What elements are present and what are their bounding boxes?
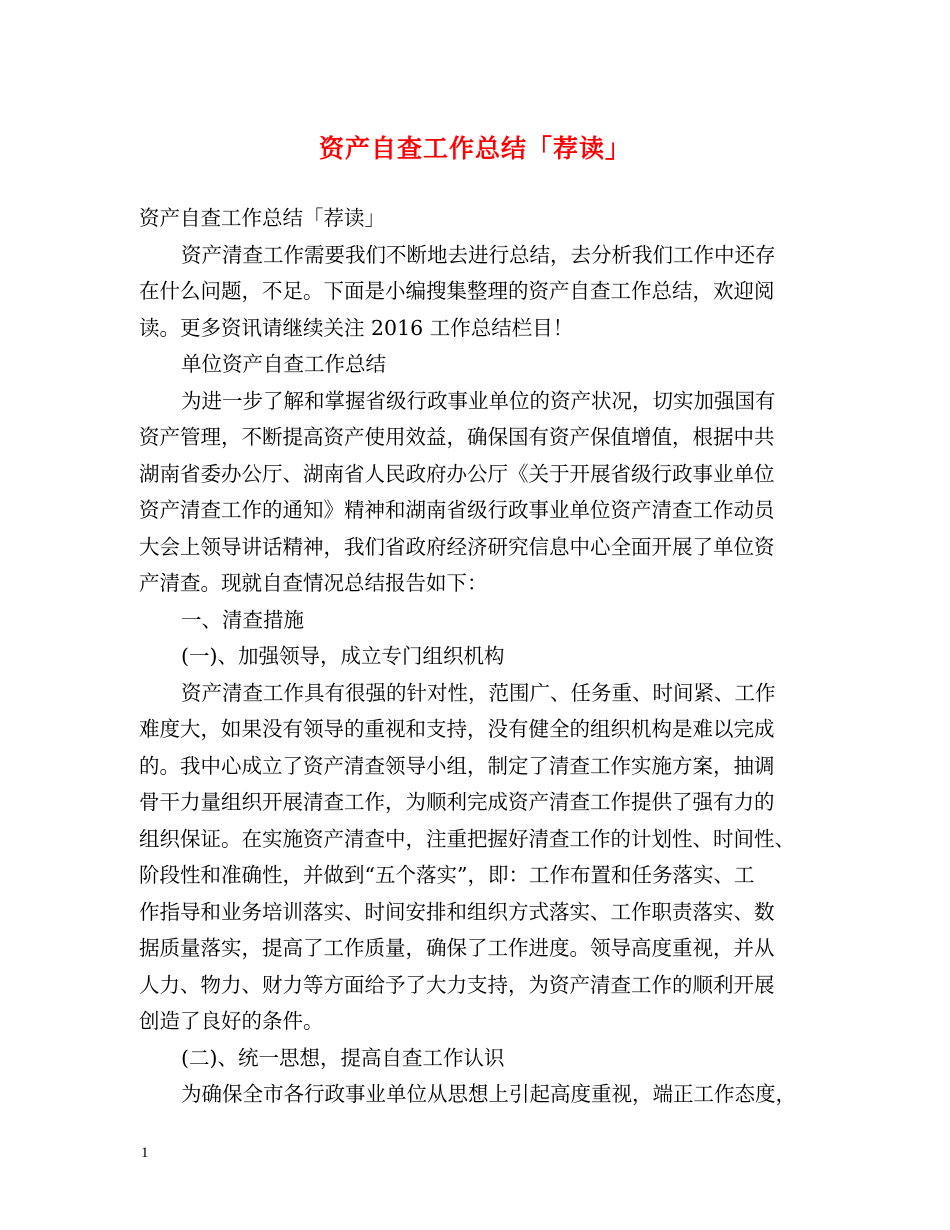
text-line: 产清查。现就自查情况总结报告如下： — [139, 571, 488, 595]
text-line: 大会上领导讲话精神，我们省政府经济研究信息中心全面开展了单位资 — [139, 534, 775, 559]
text-line: 资产清查工作需要我们不断地去进行总结，去分析我们工作中还存 — [181, 242, 776, 267]
text-line: 单位资产自查工作总结 — [181, 352, 386, 376]
page-number: 1 — [141, 1145, 149, 1161]
text-line: 人力、物力、财力等方面给予了大力支持，为资产清查工作的顺利开展 — [139, 972, 775, 997]
text-line: 资产清查工作的通知》精神和湖南省级行政事业单位资产清查工作动员 — [139, 498, 775, 522]
text-line: 作指导和业务培训落实、时间安排和组织方式落实、工作职责落实、数 — [139, 899, 775, 924]
text-line: 的。我中心成立了资产清查领导小组，制定了清查工作实施方案，抽调 — [139, 753, 775, 778]
text-line: 骨干力量组织开展清查工作，为顺利完成资产清查工作提供了强有力的 — [139, 790, 775, 814]
text-line: 阶段性和准确性，并做到“五个落实”，即：工作布置和任务落实、工 — [139, 863, 755, 887]
text-line: 为确保全市各行政事业单位从思想上引起高度重视，端正工作态度， — [181, 1082, 796, 1106]
text-line: 据质量落实，提高了工作质量，确保了工作进度。领导高度重视，并从 — [139, 936, 775, 960]
text-line: 难度大，如果没有领导的重视和支持，没有健全的组织机构是难以完成 — [139, 717, 775, 741]
text-line: (一)、加强领导，成立专门组织机构 — [181, 644, 505, 668]
text-line: 湖南省委办公厅、湖南省人民政府办公厅《关于开展省级行政事业单位 — [139, 461, 775, 486]
text-line: 资产自查工作总结「荐读」 — [139, 206, 385, 230]
text-line: 读。更多资讯请继续关注 2016 工作总结栏目！ — [139, 315, 574, 340]
text-line: 资产清查工作具有很强的针对性，范围广、任务重、时间紧、工作 — [181, 680, 776, 705]
document-body — [139, 200, 829, 1113]
text-line: (二)、统一思想，提高自查工作认识 — [181, 1045, 505, 1070]
document-title: 资产自查工作总结「荐读」 — [318, 134, 631, 163]
text-line: 为进一步了解和掌握省级行政事业单位的资产状况，切实加强国有 — [181, 388, 776, 413]
text-line: 组织保证。在实施资产清查中，注重把握好清查工作的计划性、时间性、 — [139, 826, 795, 851]
text-line: 创造了良好的条件。 — [139, 1009, 324, 1033]
text-line: 资产管理，不断提高资产使用效益，确保国有资产保值增值，根据中共 — [139, 425, 775, 449]
text-line: 在什么问题，不足。下面是小编搜集整理的资产自查工作总结，欢迎阅 — [139, 279, 775, 303]
text-line: 一、清查措施 — [181, 607, 304, 632]
